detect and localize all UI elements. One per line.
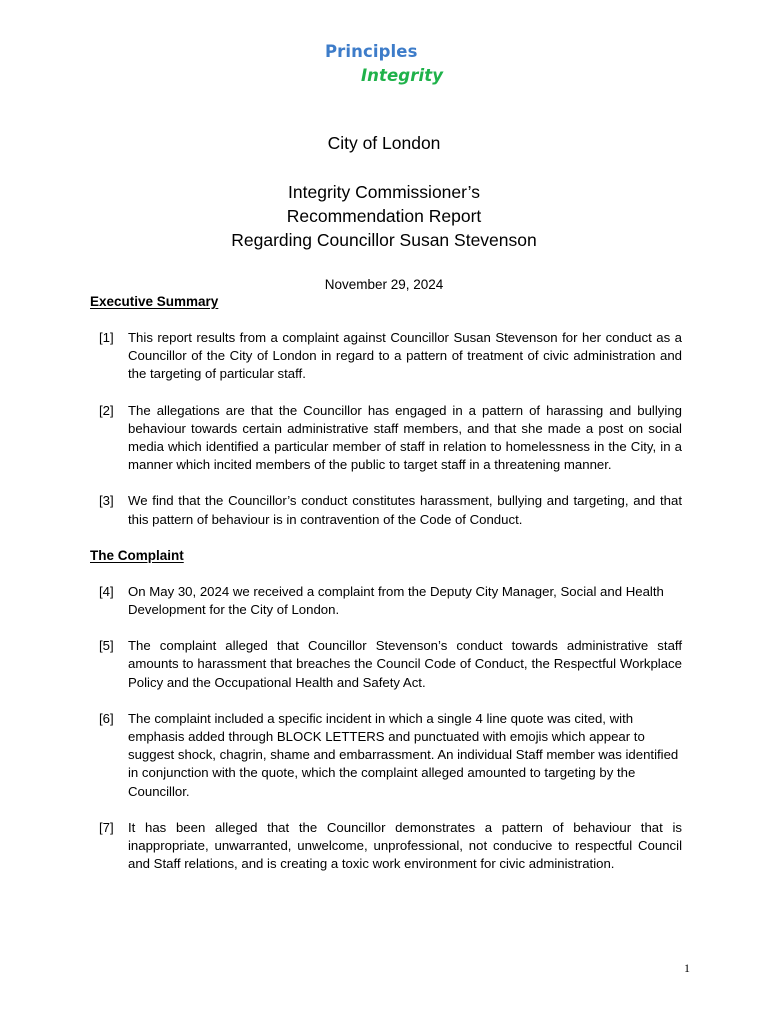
paragraph-number-4: [4] xyxy=(99,583,114,599)
paragraph-7 xyxy=(90,819,682,874)
paragraph-5 xyxy=(90,637,682,692)
paragraph-4 xyxy=(90,583,682,619)
letterhead-inner xyxy=(325,44,443,84)
organization-title: City of London xyxy=(327,133,441,153)
section-the-complaint xyxy=(90,547,682,874)
paragraph-text-3: We find that the Councillor’s conduct constitutes harassment, bullying and targeting, and that this pattern of behaviour is in contravention of the Code of Conduct. xyxy=(128,493,682,527)
report-title-line-2: Recommendation Report xyxy=(286,206,482,226)
paragraph-number-6: [6] xyxy=(99,710,114,726)
paragraph-text-1: This report results from a complaint against Councillor Susan Stevenson for her conduct as a Councillor of the City of London in regard to a pattern of treatment of civic administration and the targeting of particular staff. xyxy=(128,330,682,382)
title-block xyxy=(90,132,678,252)
section-heading-the-complaint: The Complaint xyxy=(90,547,184,563)
document-date: November 29, 2024 xyxy=(324,277,444,292)
section-executive-summary xyxy=(90,293,682,529)
report-title-line-1: Integrity Commissioner’s xyxy=(288,182,480,202)
paragraph-1 xyxy=(90,329,682,384)
paragraph-2 xyxy=(90,402,682,475)
paragraph-text-7: It has been alleged that the Councillor demonstrates a pattern of behaviour that is inappropriate, unwarranted, unwelcome, unprofessional, not conducive to respectful Council and Staff relations, and is creating a toxic work environment for civic administration. xyxy=(128,819,682,872)
report-title-line-3: Regarding Councillor Susan Stevenson xyxy=(231,230,537,250)
letterhead-integrity-text: Integrity xyxy=(360,65,444,85)
paragraph-number-1: [1] xyxy=(99,330,114,345)
paragraph-3 xyxy=(90,492,682,528)
paragraph-number-7: [7] xyxy=(99,819,114,835)
paragraph-number-3: [3] xyxy=(99,493,114,509)
letterhead-logo xyxy=(0,44,768,86)
paragraph-number-5: [5] xyxy=(99,638,114,654)
paragraph-text-6: The complaint included a specific incident in which a single 4 line quote was cited, with emphasis added through BLOCK LETTERS and punctuated with emojis which appear to suggest shock, chagrin, shame and embarrassment. An individual Staff member was identified in conjunction with the quote, which the complaint alleged amounted to targeting by the Councillor. xyxy=(128,710,679,799)
document-body xyxy=(90,293,682,873)
paragraph-number-2: [2] xyxy=(99,402,114,418)
section-heading-executive-summary: Executive Summary xyxy=(90,294,219,309)
page-number: 1 xyxy=(684,961,690,975)
paragraph-6 xyxy=(90,710,682,801)
report-title xyxy=(90,180,678,252)
letterhead-principles-text: Principles xyxy=(324,42,418,61)
paragraph-text-5: The complaint alleged that Councillor Stevenson’s conduct towards administrative staff amounts to harassment that breaches the Council Code of Conduct, the Respectful Workplace Policy and the Occupational Health and Safety Act. xyxy=(128,638,682,690)
paragraph-text-2: The allegations are that the Councillor has engaged in a pattern of harassing and bullying behaviour towards certain administrative staff members, and that she made a post on social media which identified a particular member of staff in relation to homelessness in the City, in a manner which incited members of the public to target staff in a threatening manner. xyxy=(128,402,682,473)
paragraph-text-4: On May 30, 2024 we received a complaint from the Deputy City Manager, Social and Health Development for the City of London. xyxy=(128,583,664,618)
